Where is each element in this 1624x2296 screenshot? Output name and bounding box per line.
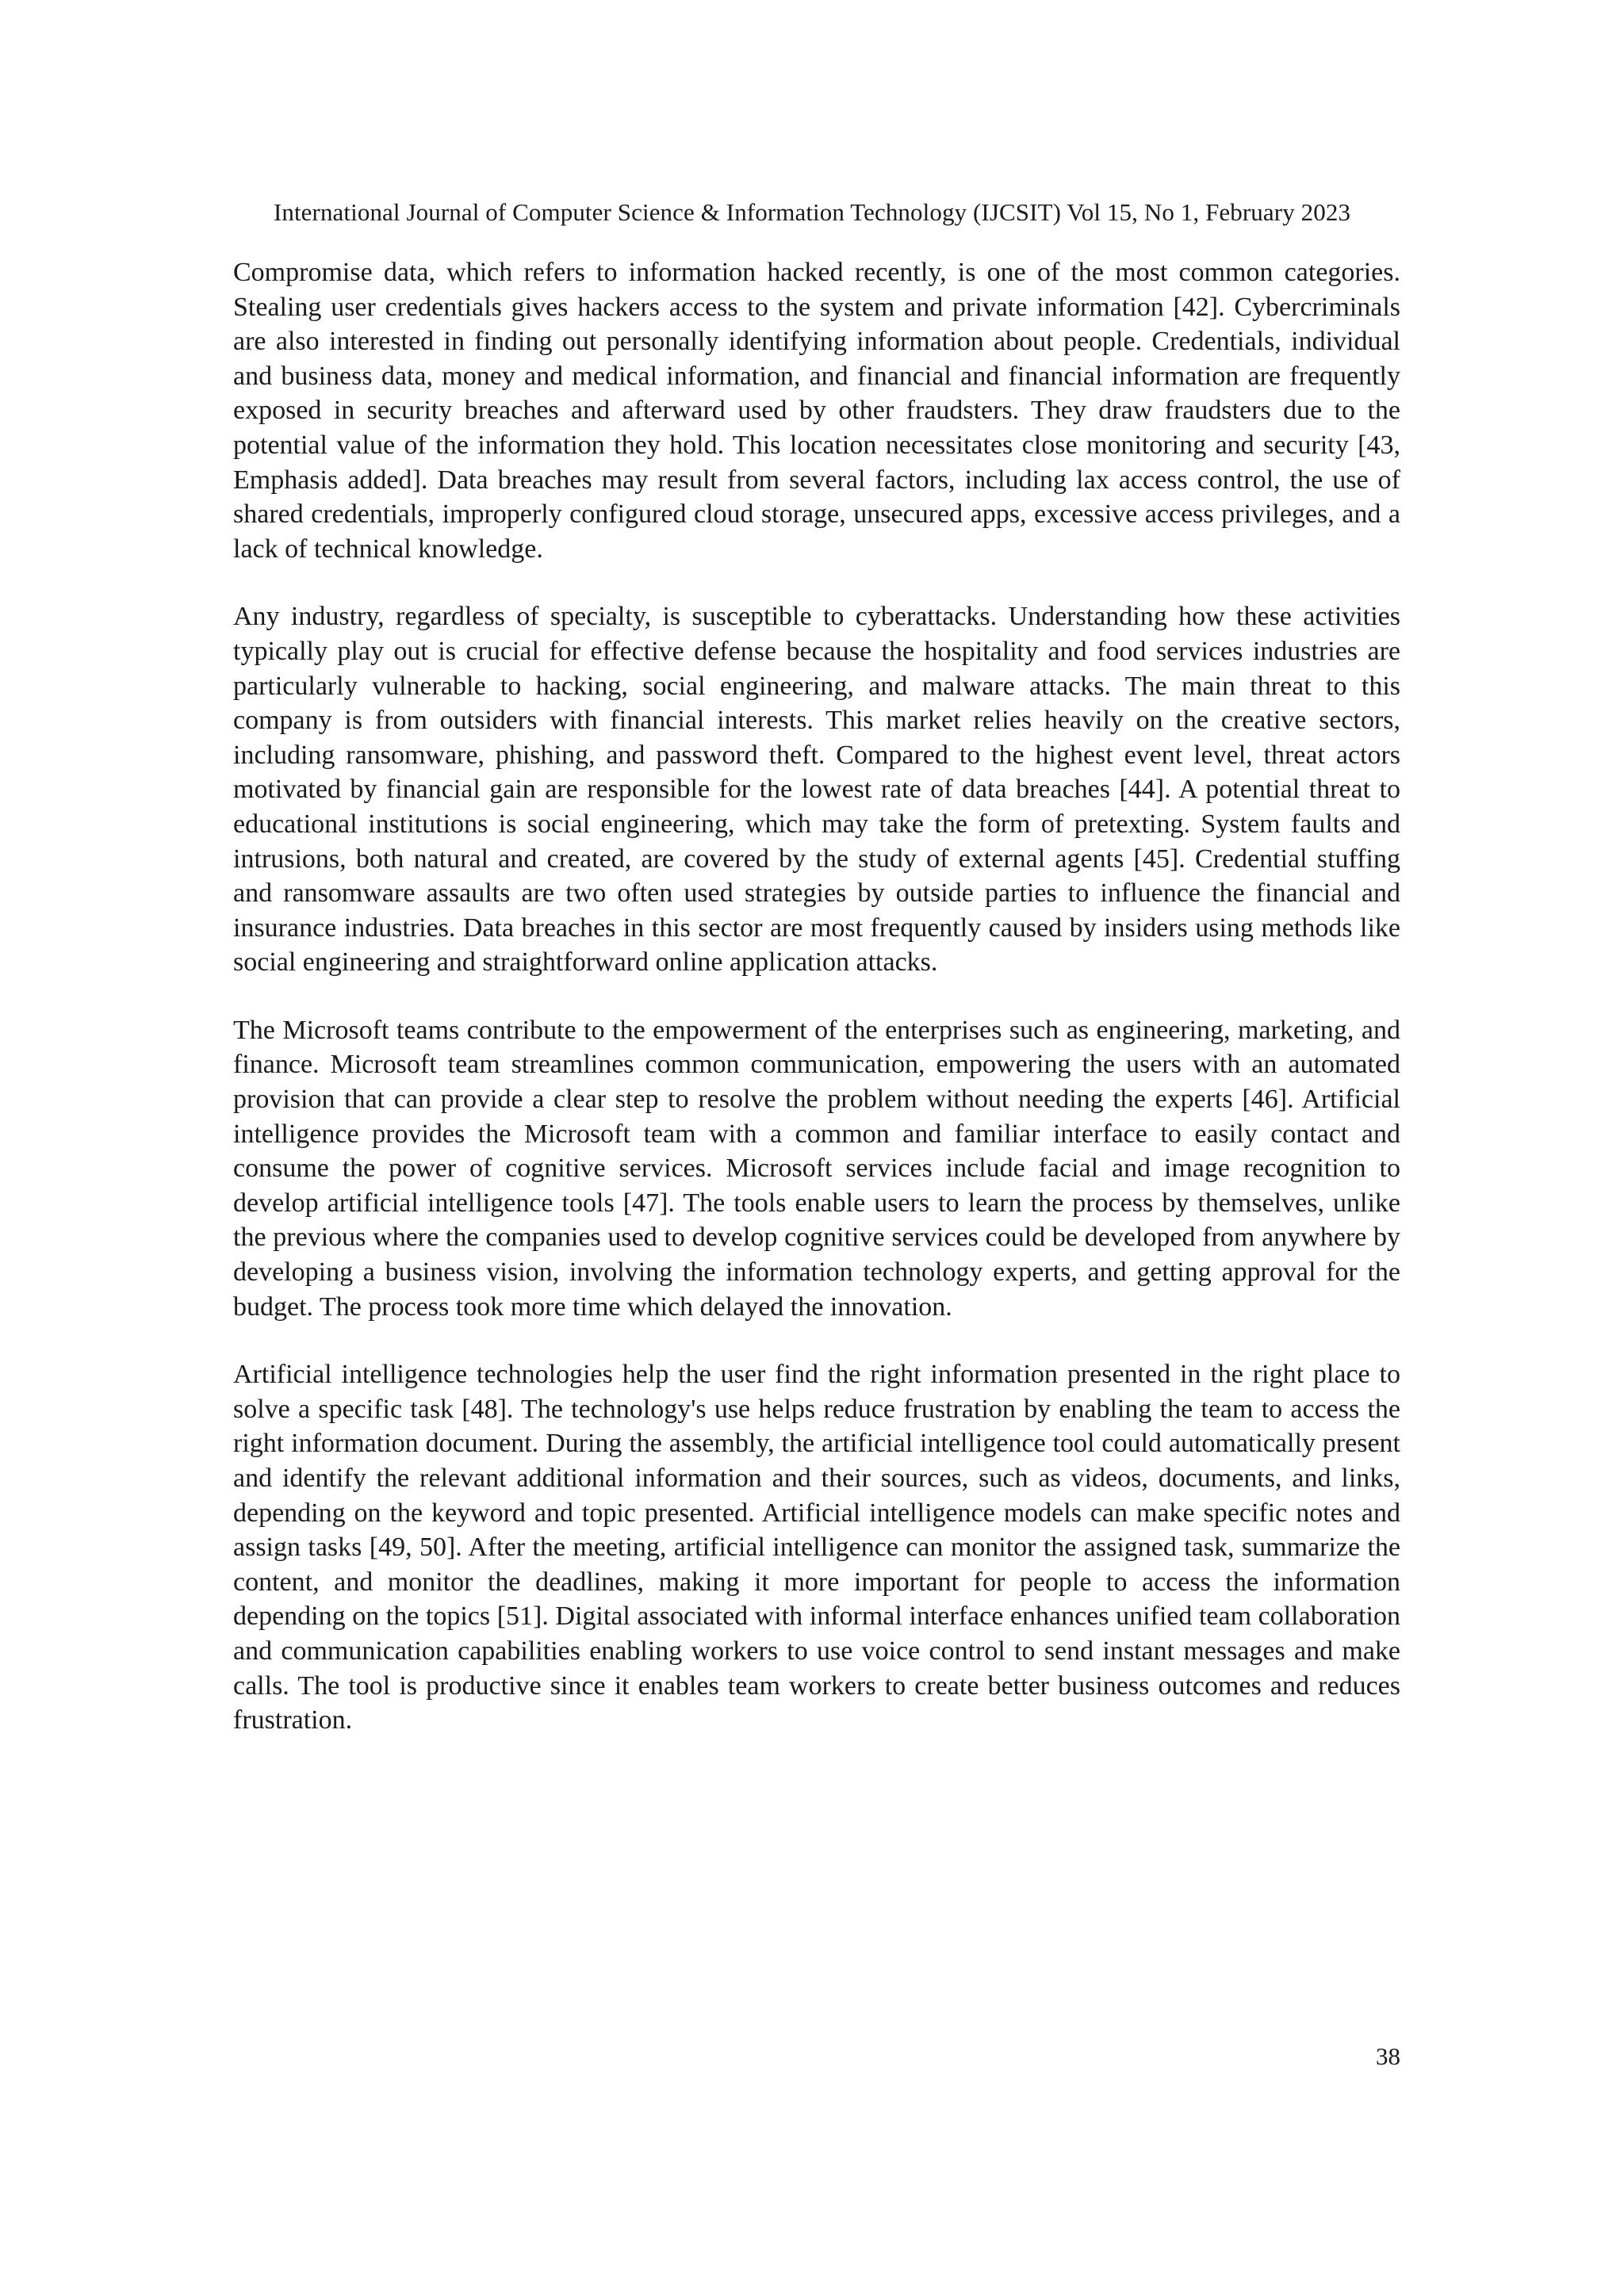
paragraph-4: Artificial intelligence technologies help the user find the right information presented in the right place to solve a specific task [48]. The technology's use helps reduce frustration by enabling the team to access the right information document. During the assembly, the artificial intelligence tool could automatically present and identify the relevant additional information and their sources, such as videos, documents, and links, depending on the keyword and topic presented. Artificial intelligence models can make specific notes and assign tasks [49, 50]. After the meeting, artificial intelligence can monitor the assigned task, summarize the content, and monitor the deadlines, making it more important for people to access the information depending on the topics [51]. Digital associated with informal interface enhances unified team collaboration and communication capabilities enabling workers to use voice control to send instant messages and make calls. The tool is productive since it enables team workers to create better business outcomes and reduces frustration. xyxy=(233,1360,1400,1735)
page-body xyxy=(233,255,1400,1771)
paragraph-1: Compromise data, which refers to information hacked recently, is one of the most common categories. Stealing user credentials gives hackers access to the system and private information [42]. Cybercriminals are also interested in finding out personally identifying information about people. Credentials, individual and business data, money and medical information, and financial and financial information are frequently exposed in security breaches and afterward used by other fraudsters. They draw fraudsters due to the potential value of the information they hold. This location necessitates close monitoring and security [43, Emphasis added]. Data breaches may result from several factors, including lax access control, the use of shared credentials, improperly configured cloud storage, unsecured apps, excessive access privileges, and a lack of technical knowledge. xyxy=(233,258,1400,564)
page-number: 38 xyxy=(1376,2042,1400,2070)
paragraph-3: The Microsoft teams contribute to the empowerment of the enterprises such as engineering, marketing, and finance. Microsoft team streamlines common communication, empowering the users with an automated provision that can provide a clear step to resolve the problem without needing the experts [46]. Artificial intelligence provides the Microsoft team with a common and familiar interface to easily contact and consume the power of cognitive services. Microsoft services include facial and image recognition to develop artificial intelligence tools [47]. The tools enable users to learn the process by themselves, unlike the previous where the companies used to develop cognitive services could be developed from anywhere by developing a business vision, involving the information technology experts, and getting approval for the budget. The process took more time which delayed the innovation. xyxy=(233,1015,1400,1322)
running-header: International Journal of Computer Science & Information Technology (IJCSIT) Vol 15, No 1, February 2023 xyxy=(273,198,1351,226)
paragraph-2: Any industry, regardless of specialty, is susceptible to cyberattacks. Understanding how these activities typically play out is crucial for effective defense because the hospitality and food services industries are particularly vulnerable to hacking, social engineering, and malware attacks. The main threat to this company is from outsiders with financial interests. This market relies heavily on the creative sectors, including ransomware, phishing, and password theft. Compared to the highest event level, threat actors motivated by financial gain are responsible for the lowest rate of data breaches [44]. A potential threat to educational institutions is social engineering, which may take the form of pretexting. System faults and intrusions, both natural and created, are covered by the study of external agents [45]. Credential stuffing and ransomware assaults are two often used strategies by outside parties to influence the financial and insurance industries. Data breaches in this sector are most frequently caused by insiders using methods like social engineering and straightforward online application attacks. xyxy=(233,602,1400,978)
